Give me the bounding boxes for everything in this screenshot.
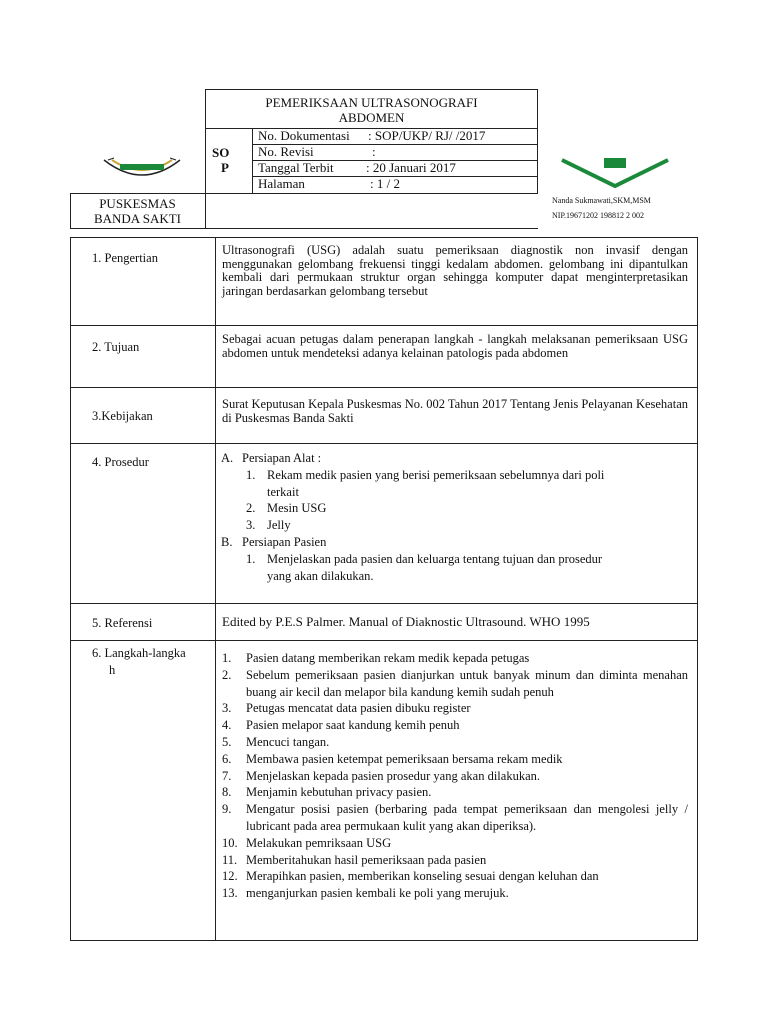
signer-nip: NIP.19671202 198812 2 002 (552, 211, 645, 220)
prosedur-a-title: Persiapan Alat : (242, 451, 322, 465)
list-item: 1. Pasien datang memberikan rekam medik kepada petugas (222, 651, 530, 665)
list-item: 12. Merapihkan pasien, memberikan konseling sesuai dengan keluhan dan (222, 869, 599, 884)
list-item-number: 2. (246, 501, 256, 515)
health-logo-icon (560, 154, 670, 194)
revision-value: : (372, 144, 376, 159)
list-item: 7. Menjelaskan kepada pasien prosedur yang akan dilakukan. (222, 768, 540, 783)
list-item-number: 3. (246, 518, 256, 532)
issue-date-label: Tanggal Terbit (258, 160, 334, 175)
list-item: 9. Mengatur posisi pasien (berbaring pada tempat pemeriksaan dan mengolesi jelly / lubricant pada area permukaan kulit yang akan diperiksa). (222, 802, 688, 833)
langkah-list (222, 650, 688, 902)
puskesmas-logo-icon (100, 150, 184, 184)
list-item: 3. Petugas mencatat data pasien dibuku register (222, 701, 471, 716)
list-item-continuation: terkait (267, 485, 299, 499)
revision-label: No. Revisi (258, 144, 314, 159)
sop-label-line2: P (221, 160, 229, 175)
list-item: 13. menganjurkan pasien kembali ke poli yang merujuk. (222, 886, 509, 901)
list-item: 10. Melakukan pemriksaan USG (222, 835, 392, 850)
langkah-label: 6. Langkah-langka (92, 646, 186, 660)
document-title: PEMERIKSAAN ULTRASONOGRAFI (265, 95, 478, 110)
list-item: 4. Pasien melapor saat kandung kemih penuh (222, 718, 460, 733)
signer-name: Nanda Sukmawati,SKM,MSM (552, 196, 651, 205)
kebijakan-text: Surat Keputusan Kepala Puskesmas No. 002 Tahun 2017 Tentang Jenis Pelayanan Kesehatan di Puskesmas Banda Sakti (222, 397, 688, 425)
list-item: 8. Menjamin kebutuhan privacy pasien. (222, 785, 432, 800)
tujuan-text: Sebagai acuan petugas dalam penerapan langkah - langkah melaksanan pemeriksaan USG abdomen untuk mendeteksi adanya kelainan patologis pada abdomen (222, 332, 688, 360)
list-item: Menjelaskan pada pasien dan keluarga tentang tujuan dan prosedur (267, 552, 603, 566)
page-label: Halaman (258, 176, 305, 191)
list-item-number: 1. (246, 468, 256, 482)
list-item-number: 1. (246, 552, 256, 566)
doc-number-label: No. Dokumentasi (258, 128, 350, 143)
document-title-line2: ABDOMEN (338, 110, 405, 125)
prosedur-a-marker: A. (221, 451, 234, 465)
referensi-label: 5. Referensi (92, 616, 153, 630)
list-item: 2. Sebelum pemeriksaan pasien dianjurkan untuk banyak minum dan diminta menahan buang air kecil dan melapor bila kandung kemih sudah penuh (222, 667, 688, 699)
sop-label: SO (212, 145, 230, 160)
list-item: Mesin USG (267, 501, 327, 515)
prosedur-b-marker: B. (221, 535, 233, 549)
langkah-label-line2: h (109, 663, 116, 677)
list-item-continuation: yang akan dilakukan. (267, 569, 374, 583)
prosedur-b-title: Persiapan Pasien (242, 535, 327, 549)
organization-name-line2: BANDA SAKTI (93, 211, 182, 226)
list-item: Rekam medik pasien yang berisi pemeriksaan sebelumnya dari poli (267, 468, 605, 482)
list-item: 11. Memberitahukan hasil pemeriksaan pada pasien (222, 852, 487, 867)
kebijakan-label: 3.Kebijakan (92, 409, 153, 423)
pengertian-label: 1. Pengertian (92, 251, 158, 265)
pengertian-text: Ultrasonografi (USG) adalah suatu pemeriksaan diagnostik non invasif dengan menggunakan gelombang frekuensi tinggi kedalam abdomen. gelombang ini dipantulkan kembali dari permukaan struktur organ sehingga komputer dapat menginterpretasikan jaringan berdasarkan gelombang tersebut (222, 243, 688, 298)
list-item: 6. Membawa pasien ketempat pemeriksaan bersama rekam medik (222, 751, 563, 766)
list-item: Jelly (267, 518, 291, 532)
referensi-text: Edited by P.E.S Palmer. Manual of Diaknostic Ultrasound. WHO 1995 (222, 614, 590, 629)
organization-name: PUSKESMAS (99, 196, 176, 211)
prosedur-label: 4. Prosedur (92, 455, 149, 469)
list-item: 5. Mencuci tangan. (222, 734, 330, 749)
doc-number-value: : SOP/UKP/ RJ/ /2017 (368, 128, 486, 143)
issue-date-value: : 20 Januari 2017 (366, 160, 456, 175)
page-value: : 1 / 2 (370, 176, 400, 191)
tujuan-label: 2. Tujuan (92, 340, 140, 354)
